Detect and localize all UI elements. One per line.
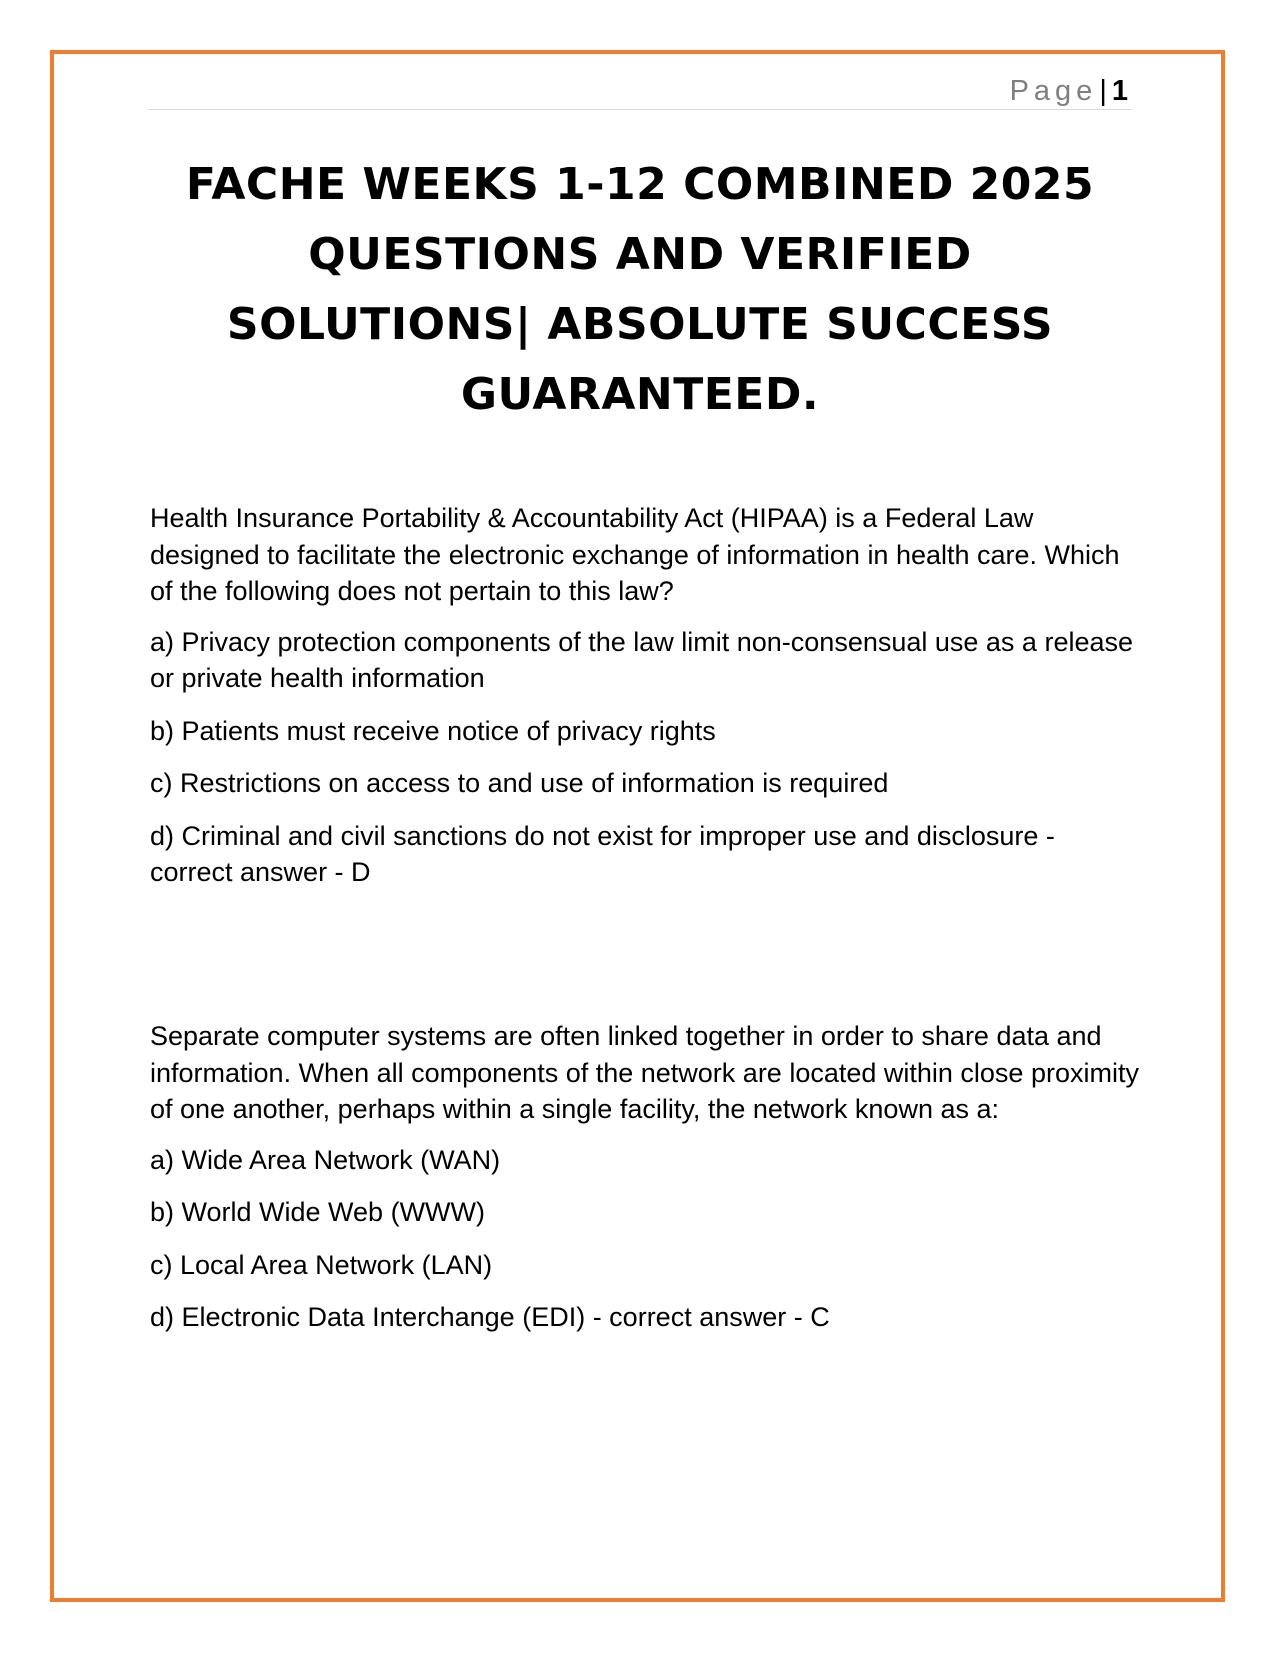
title-line: FACHE WEEKS 1-12 COMBINED 2025: [185, 159, 1095, 210]
title-line: QUESTIONS AND VERIFIED: [308, 229, 972, 280]
answer-option: d) Criminal and civil sanctions do not exist for improper use and disclosure - correct answer - D: [150, 820, 1055, 887]
title-line: GUARANTEED.: [460, 369, 820, 420]
answer-option: c) Restrictions on access to and use of information is required: [150, 768, 889, 798]
answer-option: a) Privacy protection components of the law limit non-consensual use as a release or private health information: [150, 626, 1134, 693]
question-stem: Health Insurance Portability & Accountability Act (HIPAA) is a Federal Law designed to facilitate the electronic exchange of information in health care. Which of the following does not pertain to this law?: [150, 503, 1120, 606]
page-header: [148, 70, 1132, 110]
answer-option: b) World Wide Web (WWW): [150, 1197, 486, 1227]
answer-option: a) Wide Area Network (WAN): [150, 1144, 501, 1175]
page-number: 1: [1111, 75, 1128, 107]
page-separator: |: [1099, 75, 1107, 107]
question-stem: Separate computer systems are often linked together in order to share data and information. When all components of the network are located within close proximity of one another, perhaps within a single facility, the network known as a:: [150, 1021, 1139, 1124]
document-title: [148, 150, 1132, 430]
answer-option: c) Local Area Network (LAN): [150, 1249, 493, 1280]
question-block-2: [150, 1018, 1140, 1352]
page-label: Page: [1009, 75, 1098, 107]
title-line: SOLUTIONS| ABSOLUTE SUCCESS: [226, 299, 1054, 350]
answer-option: b) Patients must receive notice of privacy rights: [150, 715, 716, 746]
page-number-indicator: [1010, 75, 1128, 107]
answer-option: d) Electronic Data Interchange (EDI) - correct answer - C: [150, 1302, 830, 1332]
question-block-1: [150, 500, 1140, 907]
